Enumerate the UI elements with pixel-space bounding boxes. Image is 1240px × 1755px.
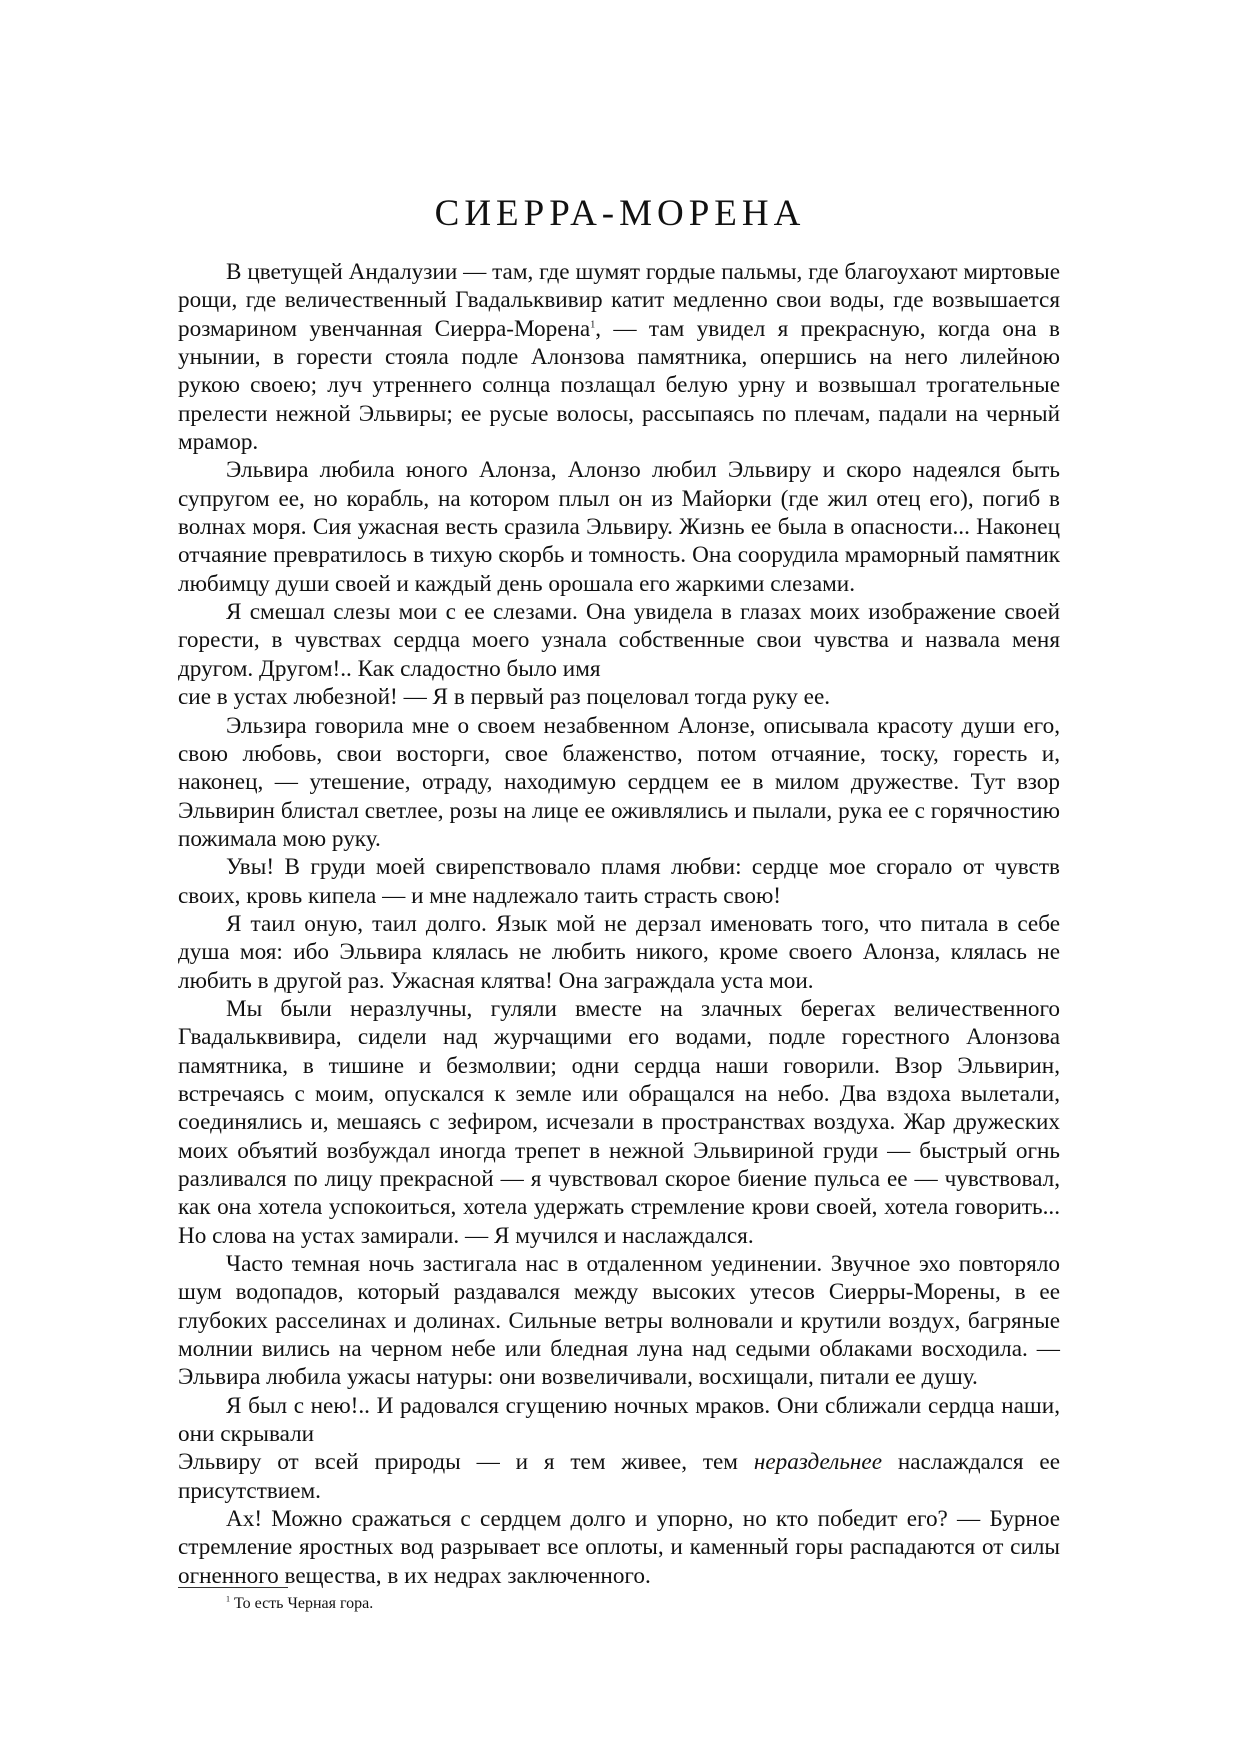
- document-body: [178, 258, 1060, 1590]
- paragraph-1: [178, 258, 1060, 456]
- paragraph-4: Эльзира говорила мне о своем незабвенном Алонзе, описывала красоту души его, свою любовь, свои восторги, свое блаженство, потом отчаяние, тоску, горесть и, наконец, — утешение, отраду, находимую сердцем ее в милом дружестве. Тут взор Эльвирин блистал светлее, розы на лице ее оживлялись и пылали, рука ее с горячностию пожимала мою руку.: [178, 712, 1060, 852]
- paragraph-8: Часто темная ночь застигала нас в отдаленном уединении. Звучное эхо повторяло шум водопадов, который раздавался между высоких утесов Сиерры-Морены, в ее глубоких расселинах и долинах. Сильные ветры волновали и крутили воздух, багряные молнии вились на черном небе или бледная луна над седыми облаками восходила. — Эльвира любила ужасы натуры: они возвеличивали, восхищали, питали ее душу.: [178, 1251, 1060, 1391]
- paragraph-3-part-b: сие в устах любезной! — Я в первый раз поцеловал тогда руку ее.: [178, 684, 831, 711]
- paragraph-5: Увы! В груди моей свирепствовало пламя любви: сердце мое сгорало от чувств своих, кровь кипела — и мне надлежало таить страсть свою!: [178, 854, 1060, 909]
- paragraph-9-text-b2: наслаждался ее присутствием.: [178, 1449, 1061, 1504]
- footnote-marker: 1: [226, 1594, 230, 1604]
- paragraph-10: Ах! Можно сражаться с сердцем долго и упорно, но кто победит его? — Бурное стремление яростных вод разрывает все оплоты, и каменный горы распадаются от силы огненного вещества, в их недрах заключенного.: [178, 1506, 1060, 1589]
- paragraph-1-text-a: В цветущей Андалузии — там, где шумят гордые пальмы, где благоухают миртовые рощи, где величественный Гвадальквивир катит медленно свои воды, где возвышается розмарином увенчанная Сиерра-Морена: [178, 259, 1060, 342]
- paragraph-9-emphasis: нераздельнее: [753, 1449, 883, 1476]
- paragraph-7: Мы были неразлучны, гуляли вместе на злачных берегах величественного Гвадальквивира, сидели над журчащими его водами, подле горестного Алонзова памятника, в тишине и безмолвии; одни сердца наши говорили. Взор Эльвирин, встречаясь с моим, опускался к земле или обращался на небо. Два вздоха вылетали, соединялись и, мешаясь с зефиром, исчезали в пространствах воздуха. Жар дружеских моих объятий возбуждал иногда трепет в нежной Эльвириной груди — быстрый огнь разливался по лицу прекрасной — я чувствовал скорое биение пульса ее — чувствовал, как она хотела успокоиться, хотела удержать стремление крови своей, хотела говорить... Но слова на устах замирали. — Я мучился и наслаждался.: [178, 995, 1060, 1249]
- paragraph-9-part-b: [178, 1448, 1060, 1505]
- paragraph-6: Я таил оную, таил долго. Язык мой не дерзал именовать того, что питала в себе душа моя: ибо Эльвира клялась не любить никого, кроме своего Алонза, клялась не любить в другой раз. Ужасная клятва! Она заграждала уста мои.: [178, 910, 1060, 994]
- paragraph-3-part-a: Я смешал слезы мои с ее слезами. Она увидела в глазах моих изображение своей горести, в чувствах сердца моего узнала собственные свои чувства и назвала меня другом. Другом!.. Как сладостно было имя: [178, 599, 1060, 682]
- footnote-separator: [178, 1587, 288, 1588]
- paragraph-9-text-b1: Эльвиру от всей природы — и я тем живее, тем: [178, 1449, 738, 1476]
- page-title: СИЕРРА-МОРЕНА: [434, 192, 806, 234]
- footnote-reference[interactable]: 1: [590, 318, 596, 330]
- paragraph-1-text-b: , — там увидел я прекрасную, когда она в унынии, в горести стояла подле Алонзова памятника, опершись на него лилейною рукою своею; луч утреннего солнца позлащал белую урну и возвышал трогательные прелести нежной Эльвиры; ее русые волосы, рассыпаясь по плечам, падали на черный мрамор.: [178, 315, 1061, 456]
- paragraph-9-part-a: Я был с нею!.. И радовался сгущению ночных мраков. Они сближали сердца наши, они скрывали: [178, 1392, 1060, 1448]
- paragraph-2: Эльвира любила юного Алонза, Алонзо любил Эльвиру и скоро надеялся быть супругом ее, но корабль, на котором плыл он из Майорки (где жил отец его), погиб в волнах моря. Сия ужасная весть сразила Эльвиру. Жизнь ее была в опасности... Наконец отчаяние превратилось в тихую скорбь и томность. Она соорудила мраморный памятник любимцу души своей и каждый день орошала его жаркими слезами.: [178, 457, 1060, 597]
- footnote: [226, 1594, 373, 1614]
- footnote-text: То есть Черная гора.: [234, 1595, 374, 1612]
